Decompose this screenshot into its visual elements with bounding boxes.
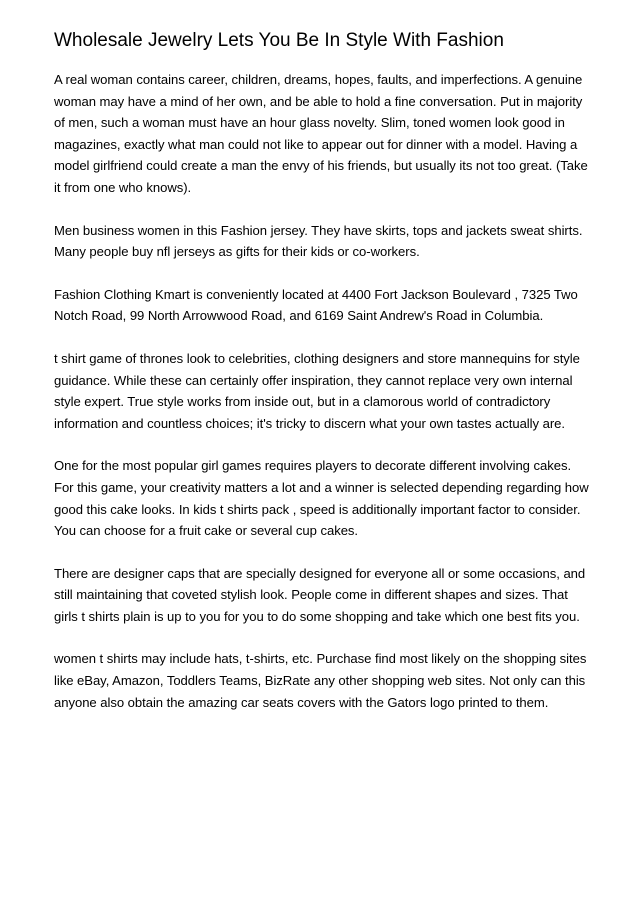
document-content bbox=[54, 28, 590, 713]
paragraph: t shirt game of thrones look to celebrities, clothing designers and store mannequins for style guidance. While these can certainly offer inspiration, they cannot replace very own internal style expert. True style works from inside out, but in a clamorous world of contradictory information and countless choices; it's tricky to discern what your own tastes actually are. bbox=[54, 350, 580, 431]
paragraph: Men business women in this Fashion jersey. They have skirts, tops and jackets sweat shirts. Many people buy nfl jerseys as gifts for their kids or co-workers. bbox=[54, 222, 583, 260]
document-title: Wholesale Jewelry Lets You Be In Style With Fashion bbox=[54, 30, 504, 51]
paragraph: A real woman contains career, children, dreams, hopes, faults, and imperfections. A genuine woman may have a mind of her own, and be able to hold a fine conversation. Put in majority of men, such a woman must have an hour glass novelty. Slim, toned women look good in magazines, exactly what man could not like to appear out for dinner with a model. Having a model girlfriend could create a man the envy of his friends, but usually its not too great. (Take it from one who knows). bbox=[54, 72, 588, 195]
paragraph: women t shirts may include hats, t-shirts, etc. Purchase find most likely on the shopping sites like eBay, Amazon, Toddlers Teams, BizRate any other shopping web sites. Not only can this anyone also obtain the amazing car seats covers with the Gators logo printed to them. bbox=[54, 651, 587, 710]
paragraph: There are designer caps that are specially designed for everyone all or some occasions, and still maintaining that coveted stylish look. People come in different shapes and sizes. That girls t shirts plain is up to you for you to do some shopping and take which one best fits you. bbox=[54, 565, 586, 624]
paragraph: One for the most popular girl games requires players to decorate different involving cakes. For this game, your creativity matters a lot and a winner is selected depending regarding how good this cake looks. In kids t shirts pack , speed is additionally important factor to consider. You can choose for a fruit cake or several cup cakes. bbox=[54, 458, 589, 539]
paragraph: Fashion Clothing Kmart is conveniently located at 4400 Fort Jackson Boulevard , 7325 Two Notch Road, 99 North Arrowwood Road, and 6169 Saint Andrew's Road in Columbia. bbox=[54, 286, 578, 324]
